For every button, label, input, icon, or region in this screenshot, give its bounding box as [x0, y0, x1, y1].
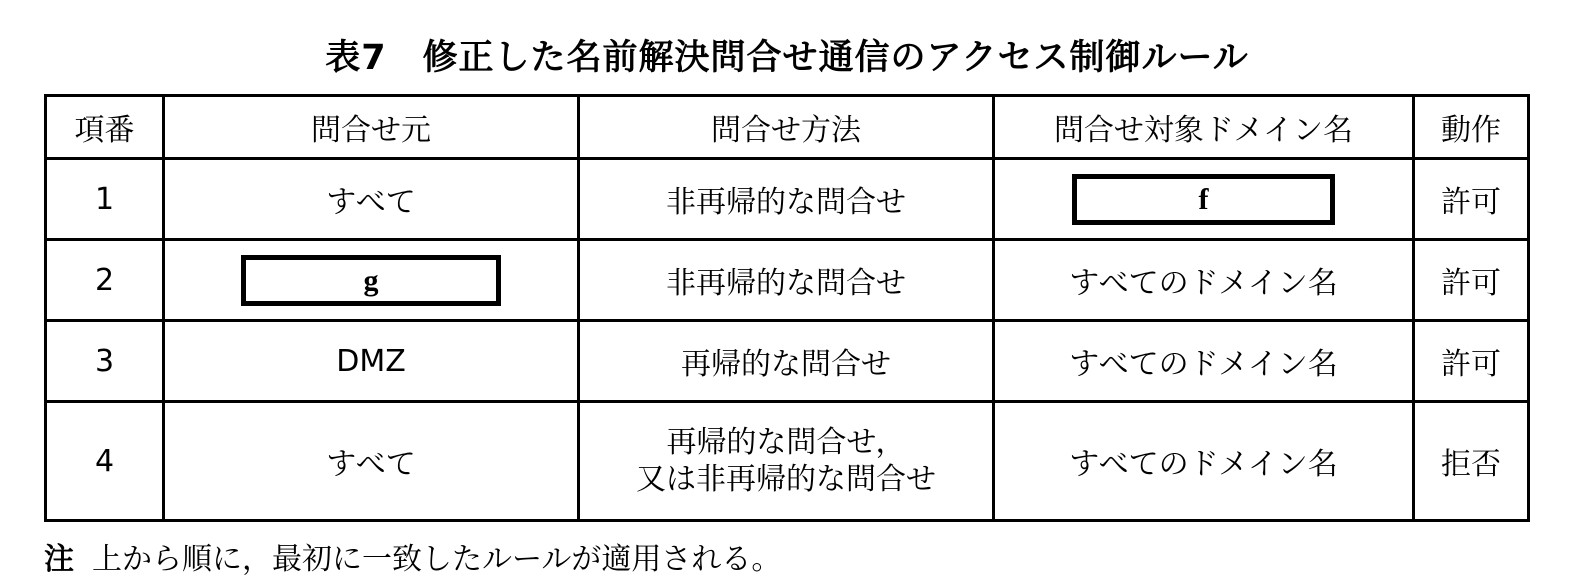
cell-source: DMZ	[164, 321, 579, 402]
cell-domain	[994, 159, 1414, 240]
column-header-domain: 問合せ対象ドメイン名	[994, 96, 1414, 159]
cell-domain: すべてのドメイン名	[994, 321, 1414, 402]
cell-method	[579, 402, 994, 521]
cell-no: 2	[46, 240, 164, 321]
column-header-method: 問合せ方法	[579, 96, 994, 159]
table-container	[0, 94, 1574, 522]
cell-method-line-1: 再帰的な問合せ，	[666, 424, 906, 460]
cell-domain: すべてのドメイン名	[994, 240, 1414, 321]
answer-box-f: f	[1072, 174, 1336, 225]
answer-box-g: g	[241, 255, 501, 306]
table-row	[46, 402, 1529, 521]
note-text: 上から順に，最初に一致したルールが適用される。	[92, 542, 782, 577]
table-row	[46, 159, 1529, 240]
table-row	[46, 321, 1529, 402]
cell-action: 許可	[1414, 159, 1529, 240]
access-control-rules-table	[44, 94, 1530, 522]
cell-action: 許可	[1414, 321, 1529, 402]
column-header-no: 項番	[46, 96, 164, 159]
cell-no: 1	[46, 159, 164, 240]
note-marker: 注	[44, 542, 74, 577]
cell-source: すべて	[164, 402, 579, 521]
cell-action: 許可	[1414, 240, 1529, 321]
column-header-source: 問合せ元	[164, 96, 579, 159]
table-note	[0, 522, 1574, 578]
cell-method: 非再帰的な問合せ	[579, 159, 994, 240]
table-header-row	[46, 96, 1529, 159]
column-header-action: 動作	[1414, 96, 1529, 159]
cell-domain: すべてのドメイン名	[994, 402, 1414, 521]
cell-no: 3	[46, 321, 164, 402]
cell-source: すべて	[164, 159, 579, 240]
table-title: 表7 修正した名前解決問合せ通信のアクセス制御ルール	[325, 38, 1249, 78]
cell-no: 4	[46, 402, 164, 521]
cell-method-line-2: 又は非再帰的な問合せ	[636, 462, 936, 497]
cell-method: 非再帰的な問合せ	[579, 240, 994, 321]
cell-action: 拒否	[1414, 402, 1529, 521]
cell-method: 再帰的な問合せ	[579, 321, 994, 402]
cell-source	[164, 240, 579, 321]
table-row	[46, 240, 1529, 321]
